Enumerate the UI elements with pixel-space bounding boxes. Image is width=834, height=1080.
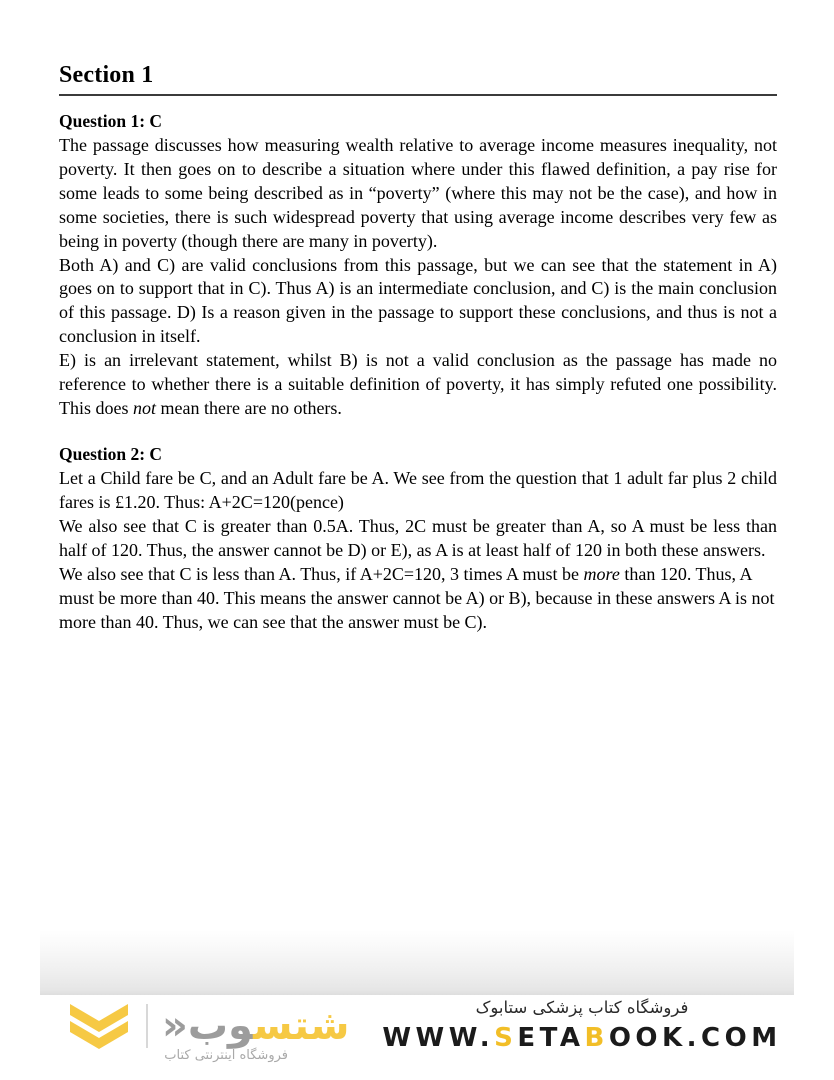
site-url-part2: ETA (517, 1023, 585, 1054)
site-url[interactable] (382, 1024, 782, 1053)
question-1-paragraph-2: Both A) and C) are valid conclusions from this passage, but we can see that the statement in A) goes on to support that in C). Thus A) is an intermediate conclusion, and C) is the main conclusion of this passage. D) Is a reason given in the passage to support these conclusions, and thus is not a conclusion in itself. (59, 254, 777, 347)
site-url-part1: WWW. (382, 1023, 495, 1054)
question-1-paragraph-1: The passage discusses how measuring wealth relative to average income measures inequality, not poverty. It then goes on to describe a situation where under this flawed definition, a pay rise for some leads to some being described as in “poverty” (where this may not be the case), and how in some societies, there is such widespread poverty that using average income describes very few as being in poverty (though there are many in poverty). (59, 134, 777, 251)
question-block-1 (59, 110, 777, 422)
site-url-part3: OOK.COM (608, 1023, 782, 1054)
question-2-paragraph-1: Let a Child fare be C, and an Adult fare be A. We see from the question that 1 adult far plus 2 child fares is £1.20. Thus: A+2C=120(pence) (59, 468, 777, 513)
site-url-b: B (584, 1023, 609, 1054)
q1-p3-after: mean there are no others. (156, 398, 342, 419)
site-info-block (382, 997, 782, 1053)
question-2-heading: Question 2: C (59, 444, 163, 465)
document-content (59, 62, 777, 635)
question-2-paragraph-3 (59, 563, 777, 635)
question-block-2 (59, 443, 777, 635)
title-divider (59, 94, 777, 96)
question-2-paragraph-2: We also see that C is greater than 0.5A. Thus, 2C must be greater than A, so A must be less than half of 120. Thus, the answer cannot be D) or E), as A is at least half of 120 in both these answers. (59, 516, 777, 561)
question-1-heading: Question 1: C (59, 110, 163, 131)
page-title: Section 1 (59, 62, 154, 88)
q2-p3-before: We also see that C is less than A. Thus, if A+2C=120, 3 times A must be (59, 564, 584, 585)
page-footer (0, 995, 834, 1080)
brand-subtitle: فروشگاه اینترنتی کتاب (164, 1048, 288, 1063)
brand-logo-row (68, 1000, 350, 1052)
q1-p3-before: E) is an irrelevant statement, whilst B) is not a valid conclusion as the passage has made no reference to whether there is a suitable definition of poverty, it has simply refuted one possibility. This does (59, 350, 777, 419)
site-tagline-fa: فروشگاه کتاب پزشکی ستابوک (475, 998, 689, 1017)
footer-gradient-band (40, 930, 794, 995)
brand-lockup (68, 1000, 368, 1075)
site-url-s: S (494, 1023, 518, 1054)
question-1-paragraph-3 (59, 349, 777, 421)
brand-wordmark-yellow: شتس (253, 1003, 350, 1049)
question-spacer (59, 421, 777, 443)
chevron-logo-icon (68, 1002, 130, 1050)
brand-wordmark-gray: وب« (162, 1003, 254, 1049)
q1-p3-emphasis: not (133, 398, 157, 419)
brand-divider (146, 1004, 148, 1048)
q2-p3-emphasis: more (583, 564, 620, 585)
q2-p3-after: than 120. Thus, A must be more than 40. This means the answer cannot be A) or B), because in these answers A is not more than 40. Thus, we can see that the answer must be C). (59, 564, 775, 632)
brand-wordmark (162, 1003, 350, 1049)
